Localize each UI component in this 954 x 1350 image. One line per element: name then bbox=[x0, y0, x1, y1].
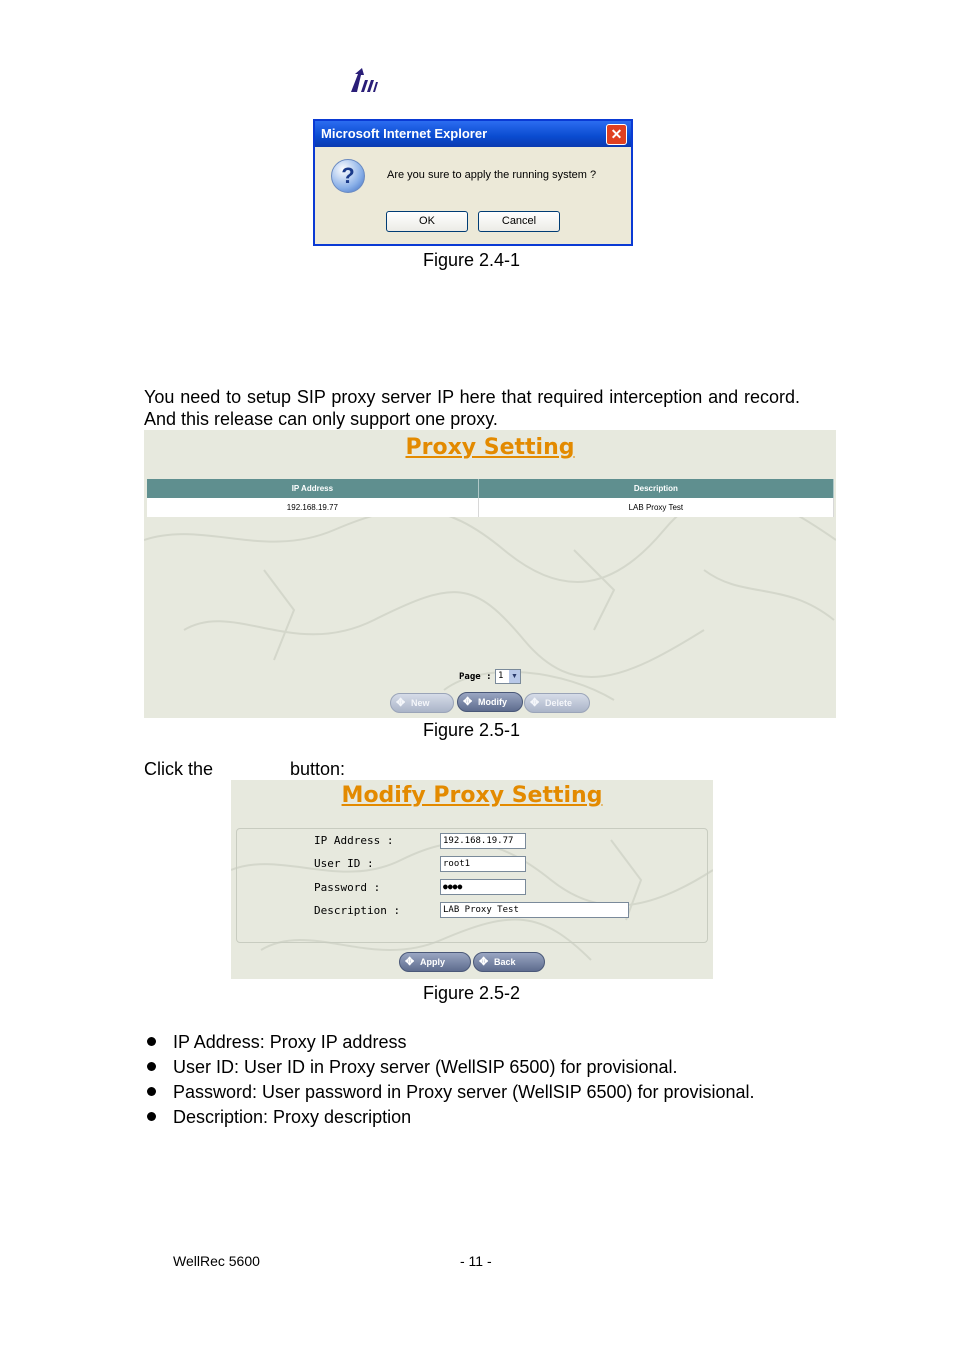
logo bbox=[349, 68, 379, 94]
list-item: User ID: User ID in Proxy server (WellSIP 6500) for provisional. bbox=[173, 1057, 678, 1077]
move-icon: ✥ bbox=[530, 697, 540, 709]
figure-caption: Figure 2.5-2 bbox=[422, 983, 521, 1003]
user-id-label: User ID : bbox=[314, 857, 374, 870]
column-header-ip: IP Address bbox=[147, 479, 478, 498]
column-header-description: Description bbox=[478, 479, 833, 498]
footer-product: WellRec 5600 bbox=[173, 1253, 260, 1269]
user-id-input[interactable]: root1 bbox=[440, 856, 526, 872]
footer-page-number: - 11 - bbox=[460, 1253, 492, 1269]
new-button[interactable] bbox=[390, 693, 454, 713]
question-icon: ? bbox=[331, 159, 365, 193]
cell-description: LAB Proxy Test bbox=[478, 498, 833, 517]
page-select-value: 1 bbox=[498, 671, 504, 681]
cell-ip: 192.168.19.77 bbox=[147, 498, 478, 517]
proxy-setting-panel bbox=[144, 430, 836, 718]
page-select[interactable] bbox=[495, 669, 521, 684]
password-input[interactable]: ●●●● bbox=[440, 879, 526, 895]
page-label: Page : bbox=[459, 672, 492, 682]
delete-button[interactable] bbox=[524, 693, 590, 713]
confirm-dialog bbox=[313, 119, 633, 246]
modify-button[interactable] bbox=[457, 692, 523, 712]
panel-title: Modify Proxy Setting bbox=[341, 783, 603, 808]
list-item: Description: Proxy description bbox=[173, 1107, 412, 1127]
dialog-title: Microsoft Internet Explorer bbox=[315, 121, 631, 147]
move-icon: ✥ bbox=[396, 697, 406, 709]
modify-proxy-panel bbox=[231, 780, 713, 979]
bullet-icon bbox=[147, 1112, 156, 1121]
ip-address-input[interactable]: 192.168.19.77 bbox=[440, 833, 526, 849]
ip-label: IP Address : bbox=[314, 834, 394, 847]
description-label: Description : bbox=[314, 904, 401, 917]
click-text-prefix: Click the bbox=[144, 759, 214, 779]
proxy-table bbox=[147, 479, 834, 517]
close-icon[interactable]: ✕ bbox=[606, 124, 627, 145]
apply-button-label: Apply bbox=[420, 957, 446, 967]
table-row[interactable] bbox=[147, 498, 834, 517]
dialog-message: Are you sure to apply the running system ? bbox=[387, 169, 597, 181]
list-item: Password: User password in Proxy server (WellSIP 6500) for provisional. bbox=[173, 1082, 755, 1102]
bullet-icon bbox=[147, 1087, 156, 1096]
click-text-suffix: button: bbox=[290, 759, 346, 779]
list-item: IP Address: Proxy IP address bbox=[173, 1032, 407, 1052]
password-label: Password : bbox=[314, 881, 381, 894]
move-icon: ✥ bbox=[479, 956, 489, 968]
move-icon: ✥ bbox=[405, 956, 415, 968]
back-button[interactable] bbox=[473, 952, 545, 972]
back-button-label: Back bbox=[494, 957, 516, 967]
bullet-icon bbox=[147, 1037, 156, 1046]
panel-title: Proxy Setting bbox=[405, 435, 575, 460]
figure-caption: Figure 2.5-1 bbox=[422, 720, 521, 740]
chevron-down-icon: ▼ bbox=[509, 670, 520, 683]
ok-button[interactable]: OK bbox=[386, 211, 468, 232]
move-icon: ✥ bbox=[463, 696, 473, 708]
figure-caption: Figure 2.4-1 bbox=[422, 250, 521, 270]
delete-button-label: Delete bbox=[545, 698, 573, 708]
intro-paragraph: You need to setup SIP proxy server IP here that required interception and record. And this release can only support one proxy. bbox=[144, 387, 800, 429]
bullet-icon bbox=[147, 1062, 156, 1071]
modify-button-label: Modify bbox=[478, 697, 507, 707]
apply-button[interactable] bbox=[399, 952, 471, 972]
description-input[interactable]: LAB Proxy Test bbox=[440, 902, 629, 918]
new-button-label: New bbox=[411, 698, 430, 708]
cancel-button[interactable]: Cancel bbox=[478, 211, 560, 232]
